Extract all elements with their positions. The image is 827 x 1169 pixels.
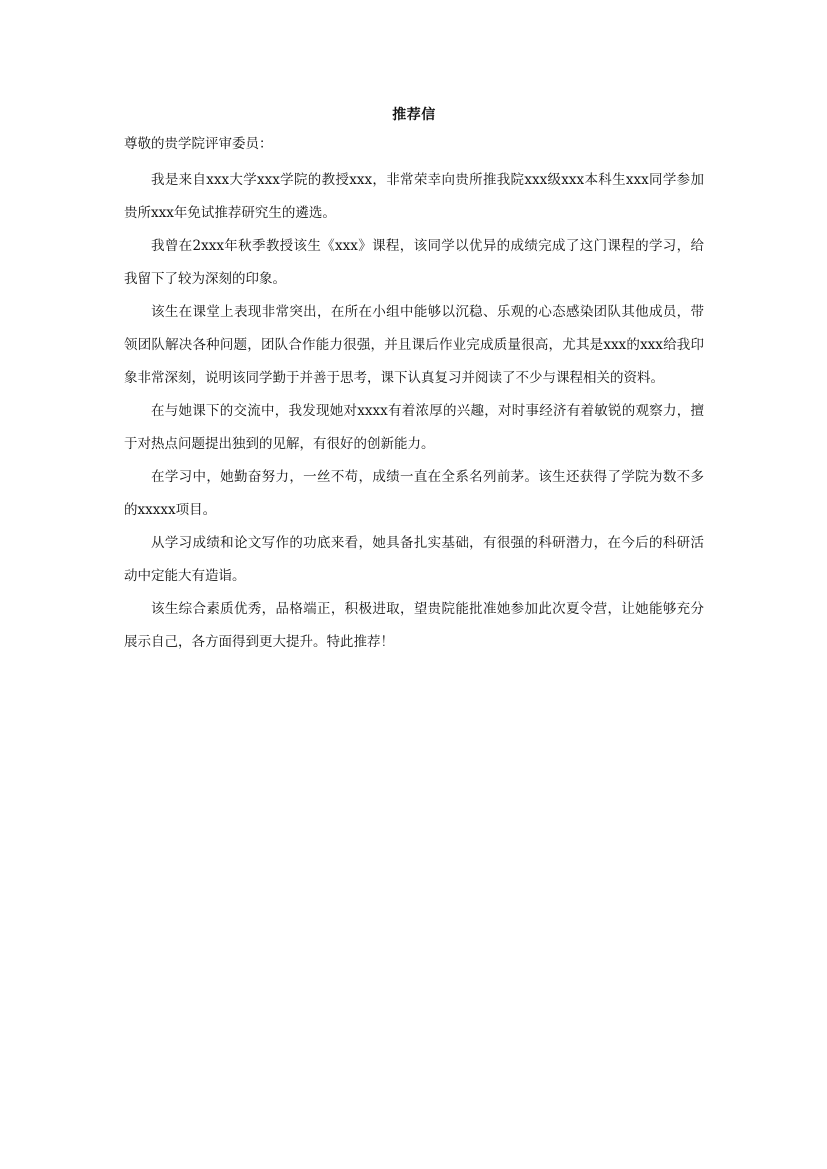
- letter-title: 推荐信: [392, 107, 436, 123]
- letter-body: [124, 100, 704, 659]
- paragraph-interests: 在与她课下的交流中，我发现她对xxxx有着浓厚的兴趣，对时事经济有着敏锐的观察力，擅于对热点问题提出独到的见解，有很好的创新能力。: [124, 403, 704, 452]
- paragraph-conclusion: 该生综合素质优秀，品格端正，积极进取，望贵院能批准她参加此次夏令营，让她能够充分展示自己，各方面得到更大提升。特此推荐！: [124, 601, 704, 650]
- paragraph-research: 从学习成绩和论文写作的功底来看，她具备扎实基础，有很强的科研潜力，在今后的科研活动中定能大有造诣。: [124, 535, 704, 584]
- salutation: 尊敬的贵学院评审委员：: [124, 136, 273, 152]
- paragraph-study: 在学习中，她勤奋努力，一丝不苟，成绩一直在全系名列前茅。该生还获得了学院为数不多的xxxxx项目。: [124, 469, 704, 518]
- paragraph-introduction: 我是来自xxx大学xxx学院的教授xxx，非常荣幸向贵所推我院xxx级xxx本科生xxx同学参加贵所xxx年免试推荐研究生的遴选。: [124, 172, 704, 221]
- paragraph-classroom: 该生在课堂上表现非常突出，在所在小组中能够以沉稳、乐观的心态感染团队其他成员，带领团队解决各种问题，团队合作能力很强，并且课后作业完成质量很高，尤其是xxx的xxx给我印象非常深刻，说明该同学勤于并善于思考，课下认真复习并阅读了不少与课程相关的资料。: [124, 304, 704, 386]
- paragraph-course: 我曾在2xxx年秋季教授该生《xxx》课程，该同学以优异的成绩完成了这门课程的学习，给我留下了较为深刻的印象。: [124, 238, 704, 287]
